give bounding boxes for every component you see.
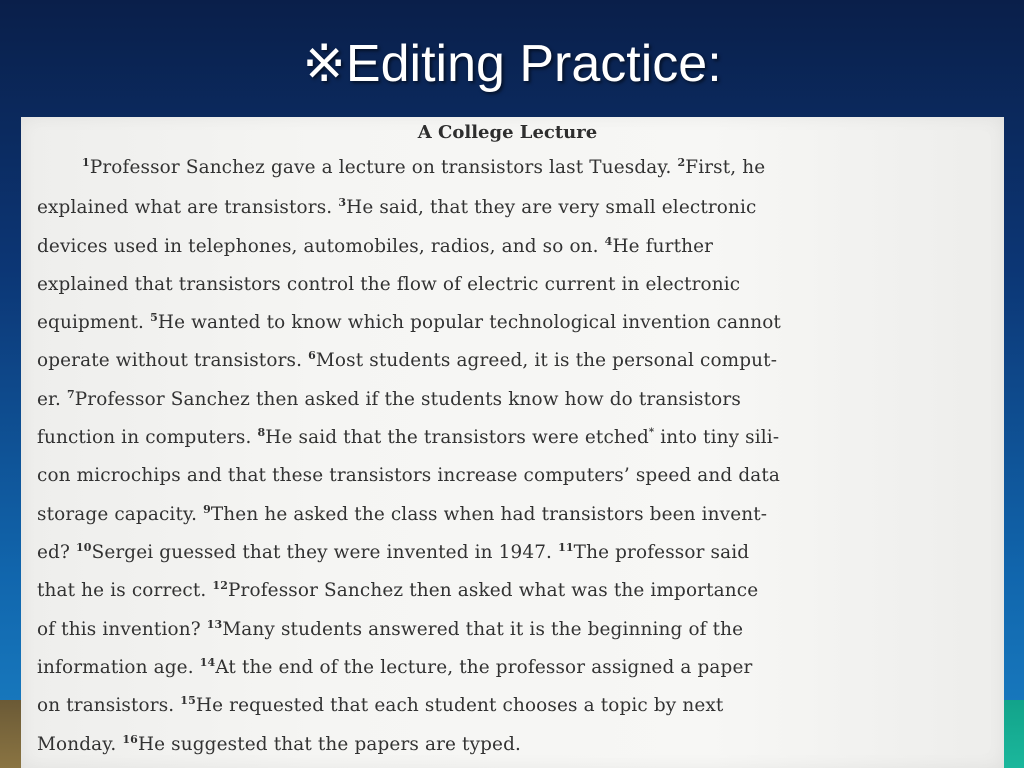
line-text: Then he asked the class when had transistors been invent- <box>210 504 768 525</box>
line-text: Monday. <box>37 734 123 755</box>
line-text: storage capacity. <box>37 504 204 525</box>
line-text: into tiny sili- <box>654 427 780 448</box>
paragraph-line <box>37 695 992 716</box>
line-text: operate without transistors. <box>37 350 309 371</box>
sentence-number: 10 <box>75 541 92 554</box>
line-text: The professor said <box>573 542 750 563</box>
paragraph-line <box>37 504 992 525</box>
paragraph-line <box>37 197 992 218</box>
line-text: He said, that they are very small electronic <box>346 197 757 218</box>
document-title: A College Lecture <box>417 122 598 143</box>
paragraph-line <box>37 427 992 448</box>
line-text: He said that the transistors were etched <box>265 427 649 448</box>
sentence-number: 14 <box>199 656 216 669</box>
line-text: At the end of the lecture, the professor assigned a paper <box>215 657 753 678</box>
line-text: He suggested that the papers are typed. <box>137 734 522 755</box>
line-text: Professor Sanchez gave a lecture on transistors last Tuesday. <box>89 157 678 178</box>
paragraph-line <box>37 236 992 257</box>
sentence-number: 9 <box>203 503 211 516</box>
paragraph-line <box>37 389 992 410</box>
line-text: con microchips and that these transistors increase computers’ speed and data <box>37 465 781 486</box>
line-text: explained what are transistors. <box>37 197 339 218</box>
line-text: Many students answered that it is the beginning of the <box>222 619 744 640</box>
sentence-number: 6 <box>308 349 316 362</box>
paragraph-line <box>37 580 992 601</box>
line-text: that he is correct. <box>37 580 213 601</box>
paragraph-line <box>37 274 992 295</box>
paragraph-line <box>37 350 992 371</box>
paragraph-line <box>37 542 992 563</box>
footnote-marker: * <box>648 427 655 438</box>
paragraph-line <box>82 157 1004 178</box>
line-text: function in computers. <box>37 427 258 448</box>
slide-title: ※Editing Practice: <box>302 35 722 93</box>
line-text: equipment. <box>37 312 151 333</box>
sentence-number: 7 <box>66 388 75 401</box>
line-text: of this invention? <box>37 619 207 640</box>
line-text: He further <box>612 236 714 257</box>
line-text: Professor Sanchez then asked if the students know how do transistors <box>74 389 741 410</box>
sentence-number: 4 <box>604 235 613 248</box>
line-text: First, he <box>685 157 766 178</box>
sentence-number: 15 <box>180 694 196 707</box>
sentence-number: 16 <box>122 733 138 746</box>
line-text: He wanted to know which popular technological invention cannot <box>157 312 781 333</box>
paragraph-line <box>37 312 992 333</box>
scanned-page <box>21 117 1004 768</box>
sentence-number: 12 <box>212 579 229 592</box>
line-text: on transistors. <box>37 695 181 716</box>
line-text: information age. <box>37 657 200 678</box>
sentence-number: 3 <box>338 196 347 209</box>
background-strip-right <box>1004 700 1024 768</box>
paragraph-line <box>37 657 992 678</box>
paragraph-line <box>37 734 992 755</box>
sentence-number: 13 <box>206 618 223 631</box>
sentence-number: 5 <box>150 311 158 324</box>
line-text: Most students agreed, it is the personal comput- <box>315 350 778 371</box>
sentence-number: 1 <box>82 156 90 169</box>
background-strip-left <box>0 700 21 768</box>
sentence-number: 8 <box>257 426 266 439</box>
sentence-number: 11 <box>558 541 574 554</box>
line-text: er. <box>37 389 67 410</box>
paragraph-line <box>37 619 992 640</box>
line-text: devices used in telephones, automobiles, radios, and so on. <box>37 236 605 257</box>
line-text: explained that transistors control the flow of electric current in electronic <box>37 274 741 295</box>
line-text: He requested that each student chooses a topic by next <box>195 695 724 716</box>
sentence-number: 2 <box>677 156 686 169</box>
paragraph-line <box>37 465 992 486</box>
line-text: ed? <box>37 542 76 563</box>
line-text: Professor Sanchez then asked what was the importance <box>228 580 759 601</box>
line-text: Sergei guessed that they were invented in 1947. <box>91 542 559 563</box>
